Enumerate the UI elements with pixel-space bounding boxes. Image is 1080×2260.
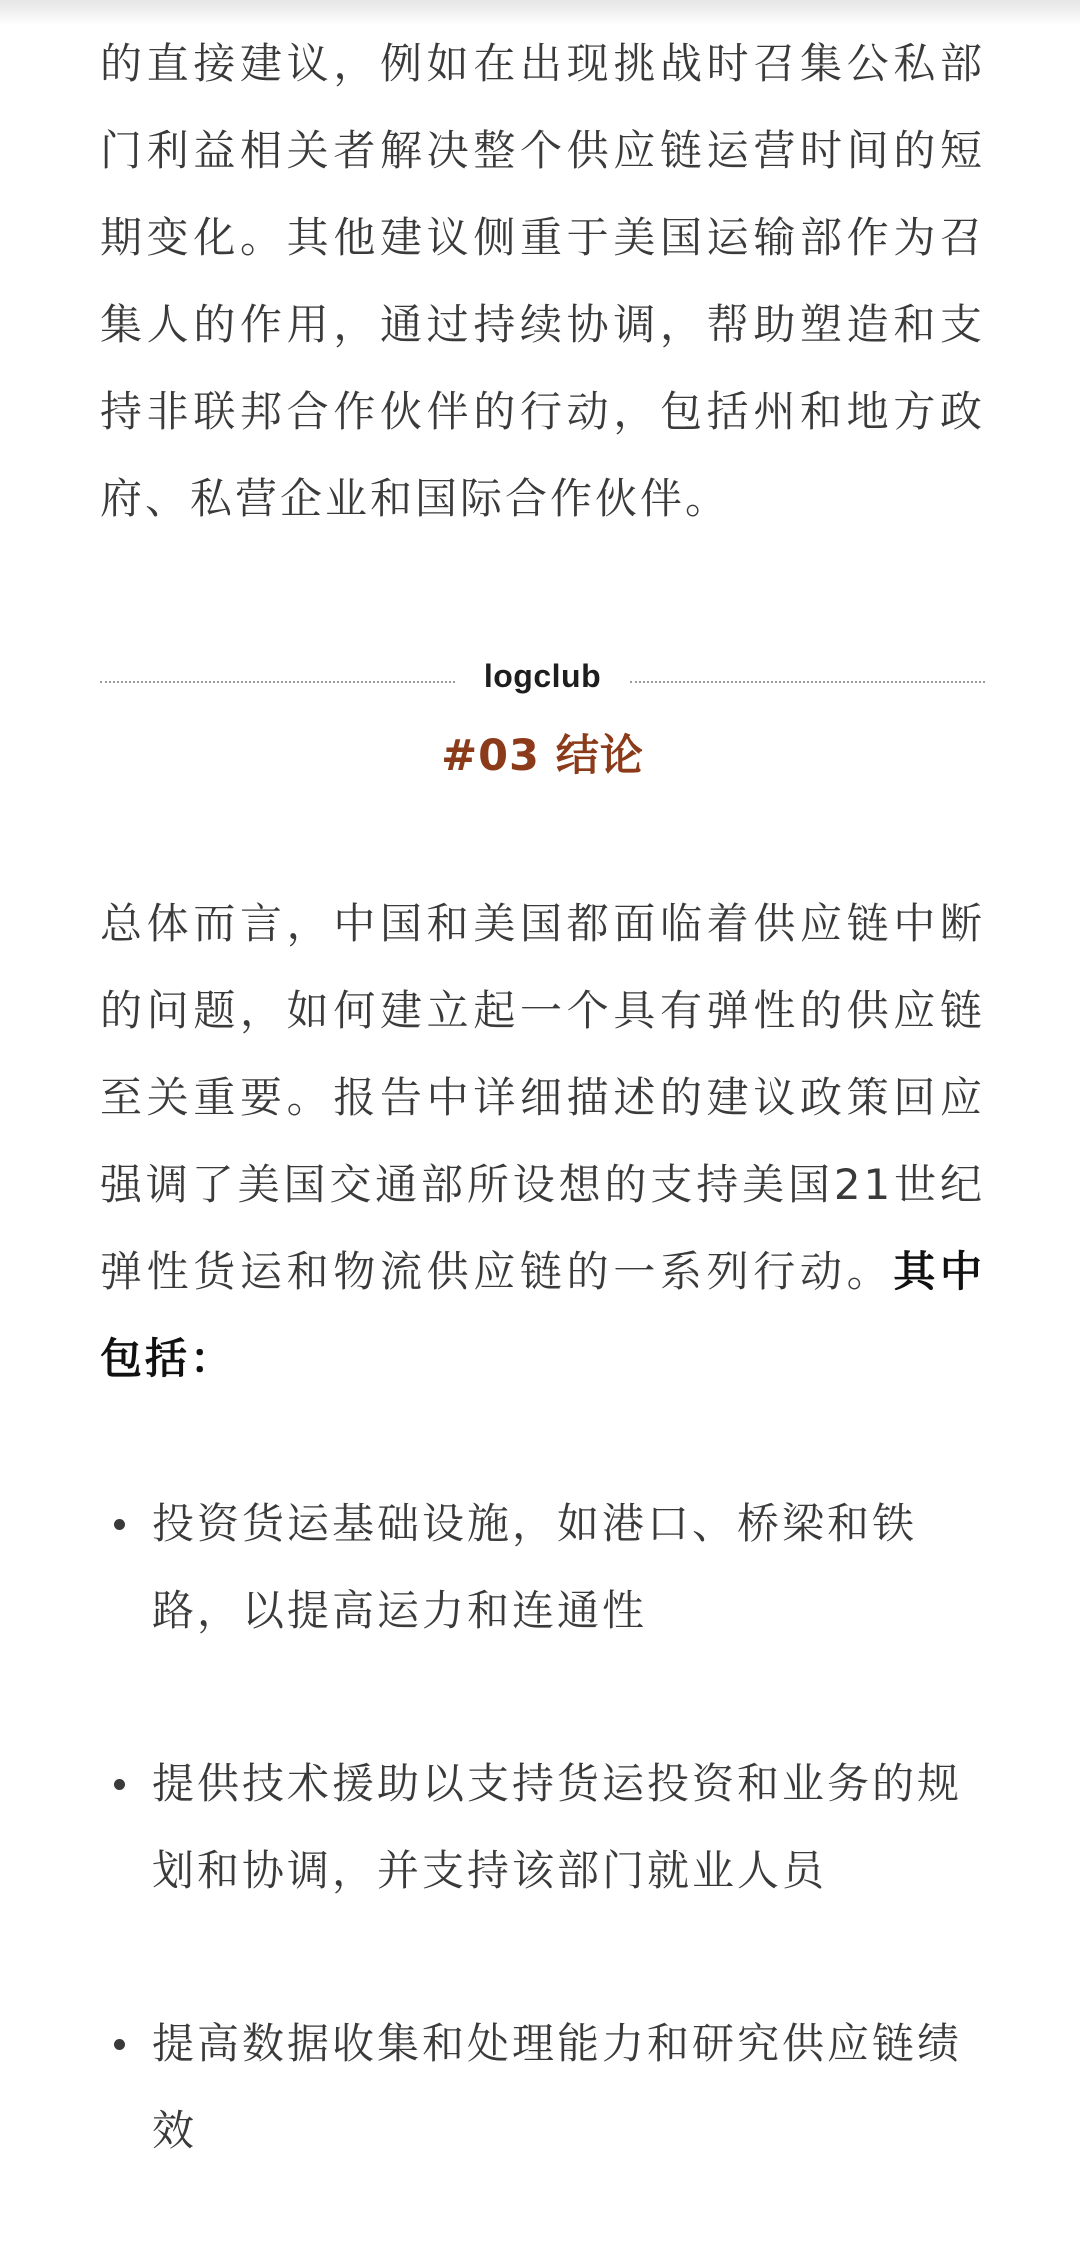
list-item xyxy=(100,2000,985,2174)
section-title: #03 结论 xyxy=(441,731,644,781)
brand-label: logclub xyxy=(483,658,602,694)
bullet-dot-icon xyxy=(114,1779,125,1790)
list-item-text: 提供技术援助以支持货运投资和业务的规划和协调，并支持该部门就业人员 xyxy=(152,1759,963,1895)
bullet-list xyxy=(100,1480,985,2260)
divider-right-line xyxy=(630,681,985,683)
conclusion-paragraph xyxy=(100,880,985,1402)
intro-paragraph: 的直接建议，例如在出现挑战时召集公私部门利益相关者解决整个供应链运营时间的短期变化。其他建议侧重于美国运输部作为召集人的作用，通过持续协调，帮助塑造和支持非联邦合作伙伴的行动，包括州和地方政府、私营企业和国际合作伙伴。 xyxy=(100,39,985,523)
list-item xyxy=(100,1740,985,1914)
conclusion-bold-text: 其中包括： xyxy=(100,1247,985,1383)
conclusion-text: 总体而言，中国和美国都面临着供应链中断的问题，如何建立起一个具有弹性的供应链至关重要。报告中详细描述的建议政策回应强调了美国交通部所设想的支持美国21世纪弹性货运和物流供应链的一系列行动。 xyxy=(100,899,985,1296)
intro-section xyxy=(100,20,985,542)
bullet-dot-icon xyxy=(114,2039,125,2050)
bullet-dot-icon xyxy=(114,1519,125,1530)
list-item xyxy=(100,1480,985,1654)
list-item-text: 提高数据收集和处理能力和研究供应链绩效 xyxy=(152,2019,963,2155)
list-item-text: 投资货运基础设施，如港口、桥梁和铁路，以提高运力和连通性 xyxy=(152,1499,918,1635)
conclusion-section xyxy=(100,880,985,1402)
divider-left-line xyxy=(100,681,455,683)
section-header xyxy=(100,650,985,780)
brand-divider xyxy=(100,650,985,712)
